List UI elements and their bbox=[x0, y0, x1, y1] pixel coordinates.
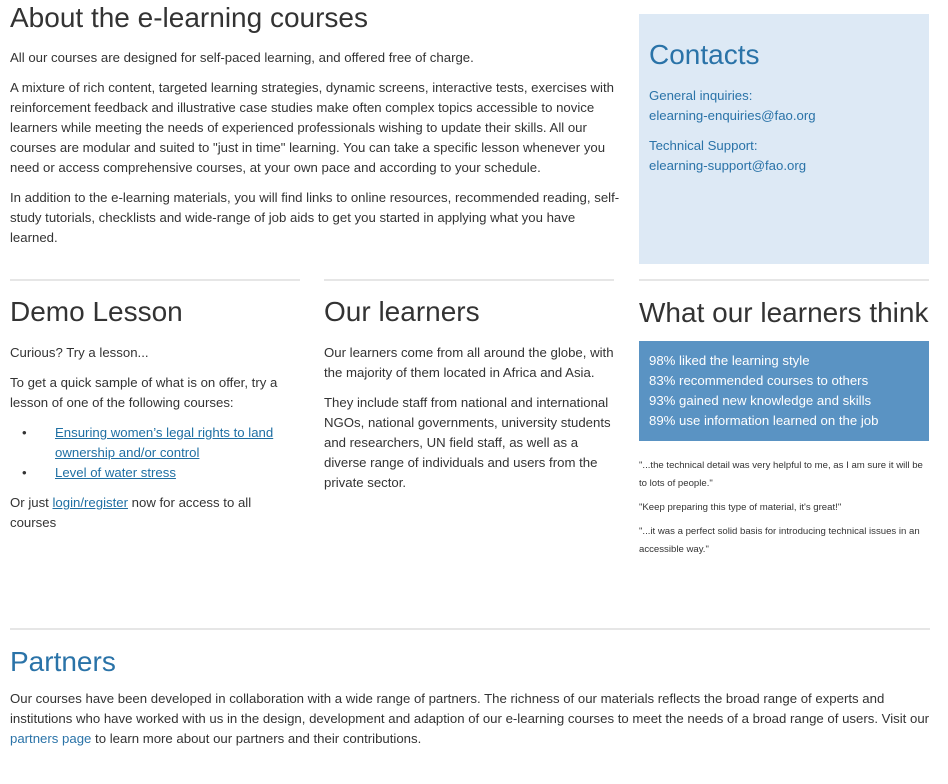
demo-login-text: Or just login/register now for access to all courses bbox=[10, 495, 252, 530]
partners-page-link[interactable]: partners page bbox=[10, 731, 92, 746]
list-item: • Ensuring women’s legal rights to land ownership and/or control bbox=[22, 425, 274, 460]
divider-learners bbox=[324, 279, 614, 281]
login-register-link[interactable]: login/register bbox=[52, 495, 128, 510]
demo-lesson-title: Demo Lesson bbox=[10, 296, 183, 327]
divider-think bbox=[639, 279, 929, 281]
stat-item: 98% liked the learning style bbox=[649, 353, 810, 368]
learners-think-title: What our learners think bbox=[639, 297, 929, 328]
stat-item: 93% gained new knowledge and skills bbox=[649, 393, 872, 408]
learners-paragraph-1: Our learners come from all around the globe, with the majority of them located in Africa and Asia. bbox=[324, 345, 614, 380]
testimonial-quote: "...it was a perfect solid basis for introducing technical issues in an accessible way." bbox=[639, 526, 920, 555]
demo-course-list bbox=[10, 423, 300, 483]
partners-text: Our courses have been developed in collaboration with a wide range of partners. The richness of our materials reflects the broad range of experts and institutions who have worked with us in the design, development and adaption of our e-learning courses to meet the needs of a broad range of users. Visit our partners page to learn more about our partners and their contributions. bbox=[10, 691, 930, 746]
partners-title: Partners bbox=[10, 646, 116, 677]
stat-item: 83% recommended courses to others bbox=[649, 373, 869, 388]
testimonial-quote: "...the technical detail was very helpful to me, as I am sure it will be to lots of people." bbox=[639, 460, 923, 489]
general-inquiries-label: General inquiries: bbox=[649, 88, 753, 103]
technical-support-label: Technical Support: bbox=[649, 138, 758, 153]
stats-box bbox=[639, 341, 929, 441]
demo-lesson-section bbox=[10, 293, 300, 543]
demo-lead: To get a quick sample of what is on offer, try a lesson of one of the following courses: bbox=[10, 375, 278, 410]
partners-section bbox=[10, 643, 930, 749]
course-link-water-stress[interactable]: Level of water stress bbox=[55, 465, 176, 480]
about-section bbox=[10, 48, 625, 258]
course-link-womens-land-rights[interactable]: Ensuring women’s legal rights to land ownership and/or control bbox=[55, 425, 274, 460]
about-paragraph-1: All our courses are designed for self-paced learning, and offered free of charge. bbox=[10, 50, 474, 65]
our-learners-section bbox=[324, 293, 614, 503]
list-item: • Level of water stress bbox=[22, 465, 176, 480]
about-paragraph-2: A mixture of rich content, targeted learning strategies, dynamic screens, interactive tests, exercises with reinforcement feedback and illustrative case studies make often complex topics accessible to novice learners while meeting the needs of experienced professionals wishing to update their skills. All our courses are modular and suited to "just in time" learning. You can take a specific lesson whenever you need or access comprehensive courses, at your own pace and according to your schedule. bbox=[10, 80, 614, 175]
divider-partners bbox=[10, 628, 930, 630]
demo-intro: Curious? Try a lesson... bbox=[10, 345, 149, 360]
general-inquiries-email-link[interactable]: elearning-enquiries@fao.org bbox=[649, 108, 816, 123]
our-learners-title: Our learners bbox=[324, 296, 480, 327]
technical-support-email-link[interactable]: elearning-support@fao.org bbox=[649, 158, 807, 173]
learners-think-section bbox=[639, 293, 929, 559]
contacts-title: Contacts bbox=[649, 39, 760, 70]
learners-paragraph-2: They include staff from national and international NGOs, national governments, university students and researchers, UN field staff, as well as a diverse range of individuals and users from the private sector. bbox=[324, 395, 611, 490]
about-paragraph-3: In addition to the e-learning materials, you will find links to online resources, recommended reading, self-study tutorials, checklists and wide-range of job aids to get you started in applying what you have learned. bbox=[10, 190, 620, 245]
divider-demo bbox=[10, 279, 300, 281]
stat-item: 89% use information learned on the job bbox=[649, 413, 879, 428]
testimonial-quote: "Keep preparing this type of material, it's great!" bbox=[639, 502, 842, 513]
contacts-box bbox=[639, 14, 929, 264]
page-title: About the e-learning courses bbox=[10, 2, 368, 33]
